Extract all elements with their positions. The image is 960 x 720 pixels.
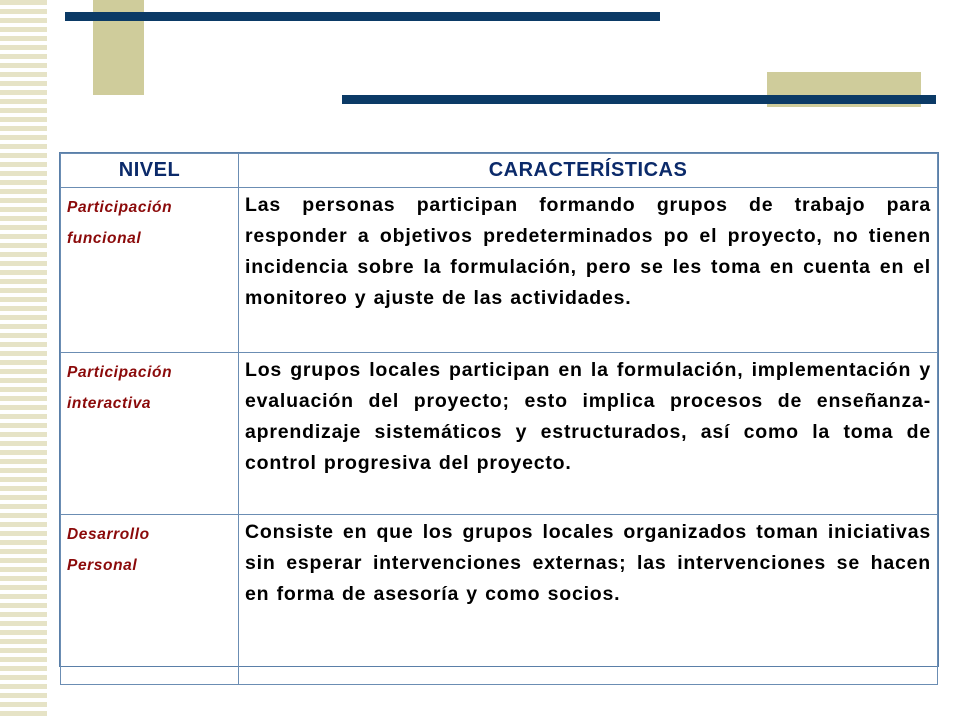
table-header-row	[61, 154, 938, 188]
decorative-navy-bar-right	[342, 95, 936, 104]
header-caracteristicas: CARACTERÍSTICAS	[239, 154, 938, 188]
description-cell: Los grupos locales participan en la formulación, implementación y evaluación del proyecto; esto implica procesos de enseñanza-aprendizaje sistemáticos y estructurados, así como la toma de control progresiva del proyecto.	[239, 353, 938, 515]
level-cell	[61, 515, 239, 685]
level-line-2: interactiva	[67, 395, 152, 412]
description-cell: Las personas participan formando grupos de trabajo para responder a objetivos predeterminados po el proyecto, no tienen incidencia sobre la formulación, pero se les toma en cuenta en el monitoreo y ajuste de las actividades.	[239, 188, 938, 353]
description-cell: Consiste en que los grupos locales organizados toman iniciativas sin esperar intervenciones externas; las intervenciones se hacen en forma de asesoría y como socios.	[239, 515, 938, 685]
decorative-stripe-band	[0, 0, 47, 720]
decorative-navy-bar-top	[65, 12, 660, 21]
level-line-2: Personal	[67, 557, 138, 574]
participation-levels-table	[59, 152, 939, 667]
level-cell	[61, 188, 239, 353]
table-row	[61, 515, 938, 685]
level-line-1: Desarrollo	[67, 526, 150, 543]
header-nivel: NIVEL	[61, 154, 239, 188]
table-row	[61, 188, 938, 353]
level-cell	[61, 353, 239, 515]
table-row	[61, 353, 938, 515]
level-line-2: funcional	[67, 230, 142, 247]
level-line-1: Participación	[67, 199, 173, 216]
level-line-1: Participación	[67, 364, 173, 381]
